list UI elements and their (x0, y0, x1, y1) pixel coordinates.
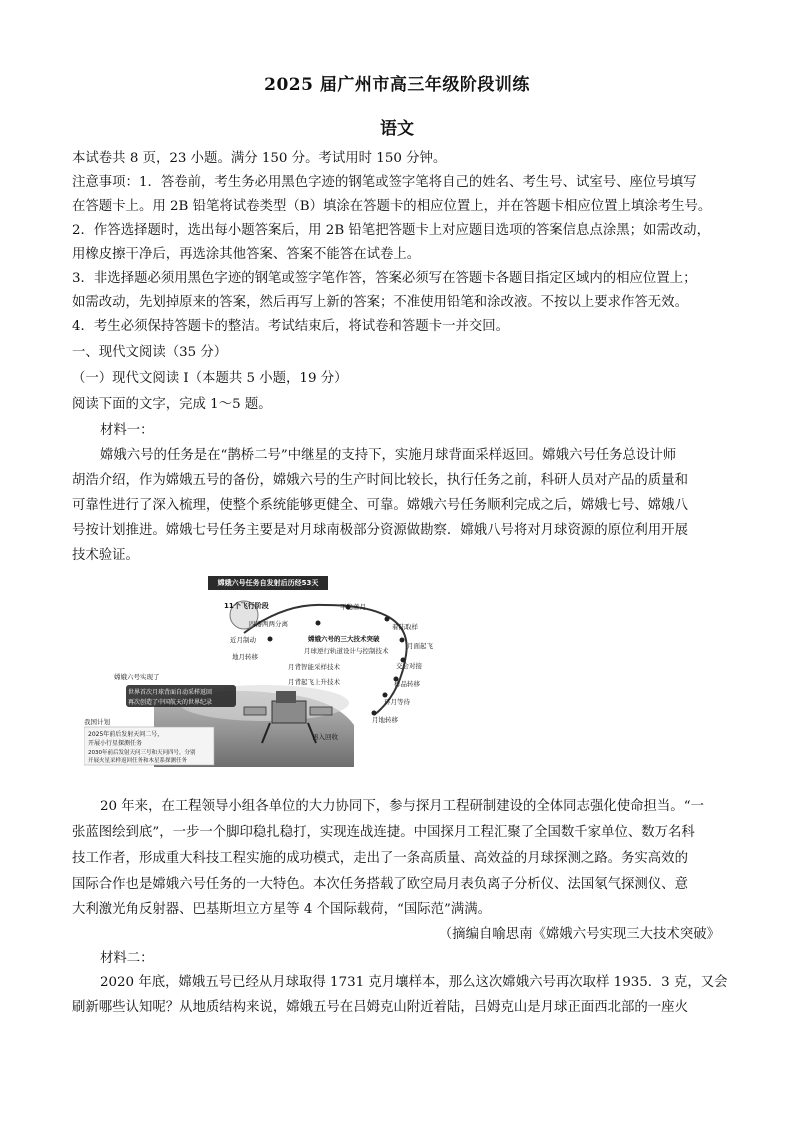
stage-label: 月面起飞 (407, 642, 433, 650)
stage-label: 样品转移 (394, 680, 420, 688)
section-heading: 一、现代文阅读（35 分） (72, 345, 228, 360)
stage-label: 四器两两分离 (249, 620, 288, 628)
breakthrough-item: 月球逆行轨道设计与控制技术 (304, 647, 389, 655)
paragraph-line: 20 年来，在工程领导小组各单位的大力协同下，参与探月工程研制建设的全体同志强化使命担当。“一 (100, 799, 704, 814)
paragraph-line: 号按计划推进。嫦娥七号任务主要是对月球南极部分资源做勘察．嫦娥八号将对月球资源的原位利用开展 (72, 523, 688, 538)
plan-item: 2025年前后发射天问二号， (88, 731, 164, 738)
paragraph-line: 技术验证。 (72, 548, 139, 563)
material-label: 材料一： (100, 423, 154, 438)
paragraph-line: 2020 年底，嫦娥五号已经从月球取得 1731 克月壤样本，那么这次嫦娥六号再次取样 1935．3 克，又会 (100, 975, 728, 990)
stage-label: 交会对接 (396, 662, 422, 670)
paragraph-line: 嫦娥六号的任务是在“鹊桥二号”中继星的支持下，实施月球背面采样返回。嫦娥六号任务总设计师 (100, 448, 677, 463)
stage-label: 地月转移 (232, 653, 258, 661)
paragraph-line: 刷新哪些认知呢？从地质结构来说，嫦娥五号在吕姆克山附近着陆，吕姆克山是月球正面西北部的一座火 (72, 1000, 688, 1015)
stage-label: 着陆取样 (392, 623, 418, 631)
infographic-banner: 嫦娥六号任务自发射后历经53天 (217, 579, 319, 587)
breakthrough-title: 嫦娥六号的三大技术突破 (308, 635, 380, 643)
mission-infographic (84, 575, 434, 767)
stage-label: 近月制动 (230, 636, 256, 644)
paragraph-line: 胡浩介绍，作为嫦娥五号的备份，嫦娥六号的生产时间比较长，执行任务之前，科研人员对产品的质量和 (72, 473, 688, 488)
stage-label: 环月等待 (384, 698, 410, 706)
infographic-phases: 11个飞行阶段 (224, 602, 269, 610)
plan-item: 2030年前后发射天问三号和天问四号，分别 (88, 750, 196, 756)
stage-label: 月地转移 (372, 716, 398, 724)
material-label: 材料二： (100, 951, 154, 966)
plan-label: 我国计划 (84, 718, 110, 726)
intro-line: 本试卷共 8 页，23 小题。满分 150 分。考试用时 150 分钟。 (72, 151, 447, 166)
paragraph-line: 技工作者，形成重大科技工程实施的成功模式，走出了一条高质量、高效益的月球探测之路。务实高效的 (72, 851, 688, 866)
intro-line: 如需改动，先划掉原来的答案，然后再写上新的答案；不准使用铅笔和涂改液。不按以上要求作答无效。 (72, 295, 688, 310)
source-citation: （摘编自喻思南《嫦娥六号实现三大技术突破》 (438, 927, 720, 942)
breakthrough-item: 月背起飞上升技术 (288, 678, 340, 686)
intro-line: 用橡皮擦干净后，再选涂其他答案、答案不能答在试卷上。 (72, 247, 421, 262)
intro-line: 注意事项：1．答卷前，考生务必用黑色字迹的钢笔或签字笔将自己的姓名、考生号、试室号、座位号填写 (72, 175, 697, 190)
plan-item: 开展火星采样返回任务和木星系探测任务 (88, 758, 188, 764)
stage-label: 再入回收 (312, 733, 338, 741)
page-title: 2025 届广州市高三年级阶段训练 (264, 75, 530, 95)
subject-title: 语文 (380, 119, 414, 139)
achieved-label: 嫦娥六号实现了 (114, 673, 160, 681)
paragraph-line: 国际合作也是嫦娥六号任务的一大特色。本次任务搭载了欧空局月表负离子分析仪、法国氡气探测仪、意 (72, 877, 688, 892)
achieved-text: 世界首次月球背面自动采样返回 (128, 689, 213, 696)
paragraph-line: 张蓝图绘到底”，一步一个脚印稳扎稳打，实现连战连捷。中国探月工程汇聚了全国数千家单位、数万名科 (72, 825, 695, 840)
subsection-heading: （一）现代文阅读 I（本题共 5 小题，19 分） (72, 371, 348, 386)
plan-item: 开展小行星探测任务 (88, 740, 143, 747)
achieved-text: 再次创造了中国航天的世界纪录 (128, 699, 213, 706)
intro-line: 3．非选择题必须用黑色字迹的钢笔或签字笔作答，答案必须写在答题卡各题目指定区域内的相应位置上； (72, 271, 697, 286)
paragraph-line: 可靠性进行了深入梳理，使整个系统能够更健全、可靠。嫦娥六号任务顺利完成之后，嫦娥七号、嫦娥八 (72, 498, 688, 513)
stage-label: 平稳落月 (340, 603, 366, 611)
intro-line: 4．考生必须保持答题卡的整洁。考试结束后，将试卷和答题卡一并交回。 (72, 319, 510, 334)
paragraph-line: 大利激光角反射器、巴基斯坦立方星等 4 个国际载荷，“国际范”满满。 (72, 902, 492, 917)
instruction-line: 阅读下面的文字，完成 1～5 题。 (72, 397, 272, 412)
intro-line: 在答题卡上。用 2B 铅笔将试卷类型（B）填涂在答题卡的相应位置上，并在答题卡相应位置上填涂考生号。 (72, 199, 712, 214)
breakthrough-item: 月背智能采样技术 (288, 663, 340, 671)
intro-line: 2．作答选择题时，选出每小题答案后，用 2B 铅笔把答题卡上对应题目选项的答案信息点涂黑；如需改动， (72, 223, 710, 238)
